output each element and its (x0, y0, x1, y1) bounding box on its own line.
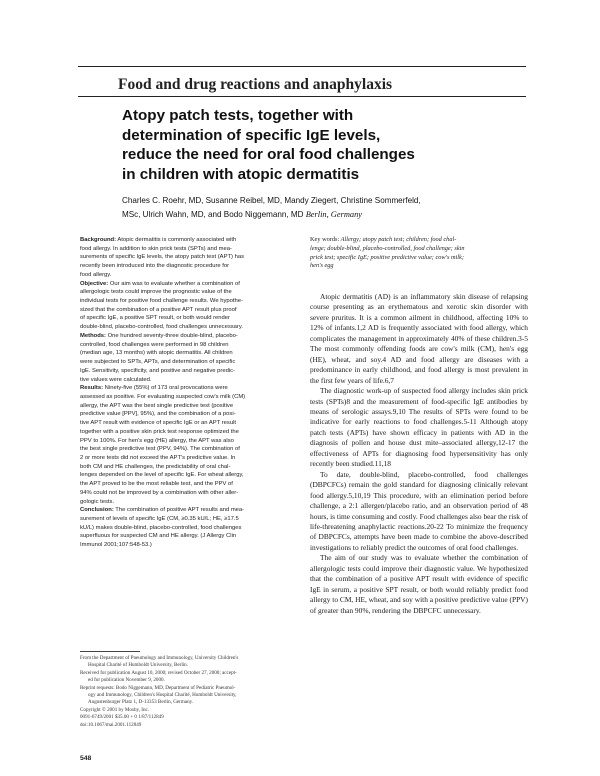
footnote-line: Reprint requests: Bodo Niggemann, MD, Department of Pediatric Pneumol- (80, 684, 236, 691)
abstract-line (80, 245, 300, 254)
abstract-text: IgE. Sensitivity, specificity, and positive and negative predic- (80, 367, 236, 374)
abstract-text: individual tests for positive food challenge results. We hypothe- (80, 298, 243, 305)
abstract-text: together with a positive skin prick test response optimized the (80, 428, 239, 435)
abstract-line (80, 332, 300, 341)
author-line: Charles C. Roehr, MD, Susanne Reibel, MD, Mandy Ziegert, Christine Sommerfeld, (122, 196, 421, 205)
abstract-text: lenges depended on the level of specific IgE. For wheat allergy, (80, 472, 244, 479)
keywords-line: lenge; double-blind, placebo-controlled, food challenge; skin (310, 244, 465, 252)
abstract-line (80, 253, 300, 262)
footnote-line: Received for publication August 10, 2000; revised October 27, 2000; accept- (80, 669, 237, 676)
title-line: Atopy patch tests, together with (122, 107, 354, 124)
abstract-line (80, 532, 300, 541)
keywords-label: Key words: (310, 236, 340, 243)
body-paragraph: The diagnostic work-up of suspected food allergy includes skin prick tests (SPTs)8 and the measurement of food-specific IgE antibodies by means of serologic assays.9,10 The results of SPTs were found to be indicative for early reactions to food challenges.5-11 Although atopy patch tests (APTs) have shown efficacy in patients with AD in the diagnosis of pollen and house dust mite–associated allergy,12-17 the effectiveness of APTs for diagnosing food hypersensitivity has only recently been studied.11,18 (310, 386, 528, 469)
abstract-text: double-blind, placebo-controlled, food challenges unnecessary. (80, 324, 243, 331)
page-number: 548 (80, 755, 92, 762)
abstract-line (80, 480, 300, 489)
abstract-text: kU/L) makes double-blind, placebo-controlled, food challenges (80, 524, 242, 531)
abstract-text: gologic tests. (80, 498, 115, 505)
abstract-label: Objective: (80, 280, 109, 287)
abstract-line (80, 410, 300, 419)
footnote-line: Augustenburger Platz 1, D-13353 Berlin, Germany. (88, 699, 194, 706)
abstract-text: surement of levels of specific IgE (CM, ≥0.35 kU/L; HE, ≥17.5 (80, 516, 239, 522)
footnote-line: ed for publication November 9, 2000. (88, 677, 165, 684)
abstract-text: food allergy. (80, 271, 112, 278)
abstract-text: surements of specific IgE levels, the atopy patch test (APT) has (80, 254, 245, 261)
abstract-text: the APT proved to be the most reliable test, and the PPV of (80, 481, 233, 488)
author-names: MSc, Ulrich Wahn, MD, and Bodo Niggemann, MD (122, 209, 304, 219)
abstract-line (80, 506, 300, 515)
abstract-text: of specific IgE, a positive SPT result, or both would render (80, 315, 230, 322)
keywords (310, 236, 528, 271)
abstract-line (80, 419, 300, 428)
section-rule (78, 96, 526, 97)
keywords-line: prick test; specific IgE; positive predictive value; cow's milk; (310, 253, 464, 261)
abstract-line (80, 402, 300, 411)
footnote-line: From the Department of Pneumology and Immunology, University Children's (80, 655, 239, 661)
abstract-text: superfluous for suspected CM and HE allergy. (J Allergy Clin (80, 533, 237, 540)
article-title (122, 106, 522, 184)
abstract-text: allergy, the APT was the best single predictive test (positive (80, 402, 234, 409)
abstract-line (80, 297, 300, 306)
abstract-line (80, 341, 300, 350)
abstract-line (80, 384, 300, 393)
abstract-text: recently been introduced into the diagnostic procedure for (80, 263, 230, 270)
abstract-line (80, 367, 300, 376)
abstract-line (80, 306, 300, 315)
title-line: reduce the need for oral food challenges (122, 146, 415, 163)
abstract-text: were subjected to SPTs, APTs, and determination of specific (80, 359, 236, 366)
abstract-text: controlled, food challenges were performed in 98 children (80, 341, 229, 348)
abstract-line (80, 376, 300, 385)
abstract-line (80, 262, 300, 271)
abstract-text: Atopic dermatitis is commonly associated with (116, 237, 237, 243)
abstract-line (80, 541, 300, 550)
abstract-line (80, 271, 300, 280)
abstract-line (80, 445, 300, 454)
keywords-text: Allergy; atopy patch test; children; food chal- (339, 236, 457, 243)
abstract-line (80, 498, 300, 507)
abstract-label: Methods: (80, 332, 106, 339)
abstract-label: Results: (80, 385, 104, 392)
section-heading: Food and drug reactions and anaphylaxis (118, 76, 393, 93)
abstract-text: the best single predictive test (PPV, 94%). The combination of (80, 446, 240, 453)
abstract-text: (median age, 13 months) with atopic dermatitis. All children (80, 350, 233, 357)
abstract-line (80, 288, 300, 297)
abstract-text: 94% could not be improved by a combination with other aller- (80, 489, 239, 496)
body-text (310, 292, 528, 616)
abstract-line (80, 236, 300, 245)
abstract-text: assessed as positive. For evaluating suspected cow's milk (CM) (80, 393, 246, 400)
footnote-line: ogy and Immunology, Children's Hospital Charité, Humboldt University, (88, 692, 237, 699)
abstract-line (80, 349, 300, 358)
title-line: determination of specific IgE levels, (122, 126, 381, 144)
top-rule (78, 66, 526, 67)
footnotes (80, 655, 302, 729)
footnote-rule (80, 651, 140, 652)
abstract-line (80, 454, 300, 463)
abstract-line (80, 471, 300, 480)
abstract-text: Immunol 2001;107:548-53.) (80, 542, 152, 549)
abstract-line (80, 515, 300, 524)
abstract-text: predictive value [PPV], 95%), and the combination of a posi- (80, 411, 236, 418)
abstract-line (80, 428, 300, 437)
abstract-line (80, 323, 300, 332)
abstract-text: Our aim was to evaluate whether a combination of (108, 280, 240, 287)
abstract-text: tive APT result with evidence of specific IgE or an APT result (80, 420, 237, 427)
footnote-line: 0091-6749/2001 $35.00 + 0 1/87/112849 (80, 714, 164, 721)
abstract-line (80, 524, 300, 533)
abstract-text: tive values were calculated. (80, 376, 152, 383)
abstract-text: both CM and HE challenges, the predictability of oral chal- (80, 463, 231, 470)
abstract-text: allergologic tests could improve the prognostic value of the (80, 289, 232, 296)
abstract-line (80, 358, 300, 367)
abstract-text: PPV to 100%. For hen's egg (HE) allergy, the APT was also (80, 437, 234, 444)
keywords-line (310, 236, 528, 245)
abstract-line (80, 314, 300, 323)
footnote-line: doi:10.1067/mai.2001.112849 (80, 721, 142, 728)
footnote-line: Copyright © 2001 by Mosby, Inc. (80, 706, 150, 713)
footnote-line: Hospital Charité of Humboldt University, Berlin. (88, 662, 188, 669)
abstract-label: Conclusion: (80, 507, 114, 514)
abstract-text: 2 or more tests did not exceed the APT's predictive value. In (80, 454, 236, 461)
abstract-text: food allergy. In addition to skin prick tests (SPTs) and mea- (80, 245, 232, 252)
author-location: Berlin, Germany (305, 209, 362, 219)
abstract (80, 236, 300, 550)
keywords-line: hen's egg (310, 262, 334, 270)
body-paragraph: To date, double-blind, placebo-controlled, food challenges (DBPCFCs) remain the gold standard for diagnosing clinically relevant food allergy.5,10,19 This procedure, with an elimination period before challenge, a 2:1 allergen/placebo ratio, and an observation period of 48 hours, is time consuming and costly. Food challenges also bear the risk of life-threatening anaphylactic reactions.20-22 To minimize the frequency of DBPCFCs, attempts have been made to combine the above-described investigations to reliably predict the outcomes of oral food challenges. (310, 469, 528, 552)
abstract-line (80, 393, 300, 402)
abstract-text: One hundred seventy-three double-blind, placebo- (105, 332, 238, 339)
author-line-2 (122, 208, 527, 222)
abstract-line (80, 489, 300, 498)
abstract-line (80, 280, 300, 289)
body-paragraph: The aim of our study was to evaluate whether the combination of allergologic tests could improve their diagnostic value. We hypothesized that the combination of a positive APT result with evidence of specific IgE in serum, a positive SPT result, or both would reliably predict food allergy to CM, HE, wheat, and soy with a positive predictive value (PPV) of greater than 90%, rendering the DBPCFC unnecessary. (310, 553, 528, 615)
abstract-line (80, 437, 300, 446)
abstract-text: The combination of positive APT results and mea- (113, 507, 245, 514)
title-line: in children with atopic dermatitis (122, 165, 360, 183)
abstract-line (80, 463, 300, 472)
author-list (122, 194, 527, 221)
body-paragraph: Atopic dermatitis (AD) is an inflammatory skin disease of relapsing course presenting as an erythematous and xerotic skin disorder with severe pruritus. It is a common ailment in childhood, affecting 10% to 12% of infants.1,2 AD is frequently associated with food allergy, which complicates the management in approximately 40% of these children.3-5 The most commonly offending foods are cow's milk (CM), hen's egg (HE), wheat, and soy.4 AD and food allergy are diseases with a predominance in early childhood, and food allergy is most prevalent in the first few years of life.6,7 (310, 292, 528, 385)
abstract-label: Background: (80, 237, 117, 243)
abstract-text: Ninety-five (55%) of 173 oral provocations were (103, 385, 228, 392)
abstract-text: sized that the combination of a positive APT result plus proof (80, 306, 237, 313)
